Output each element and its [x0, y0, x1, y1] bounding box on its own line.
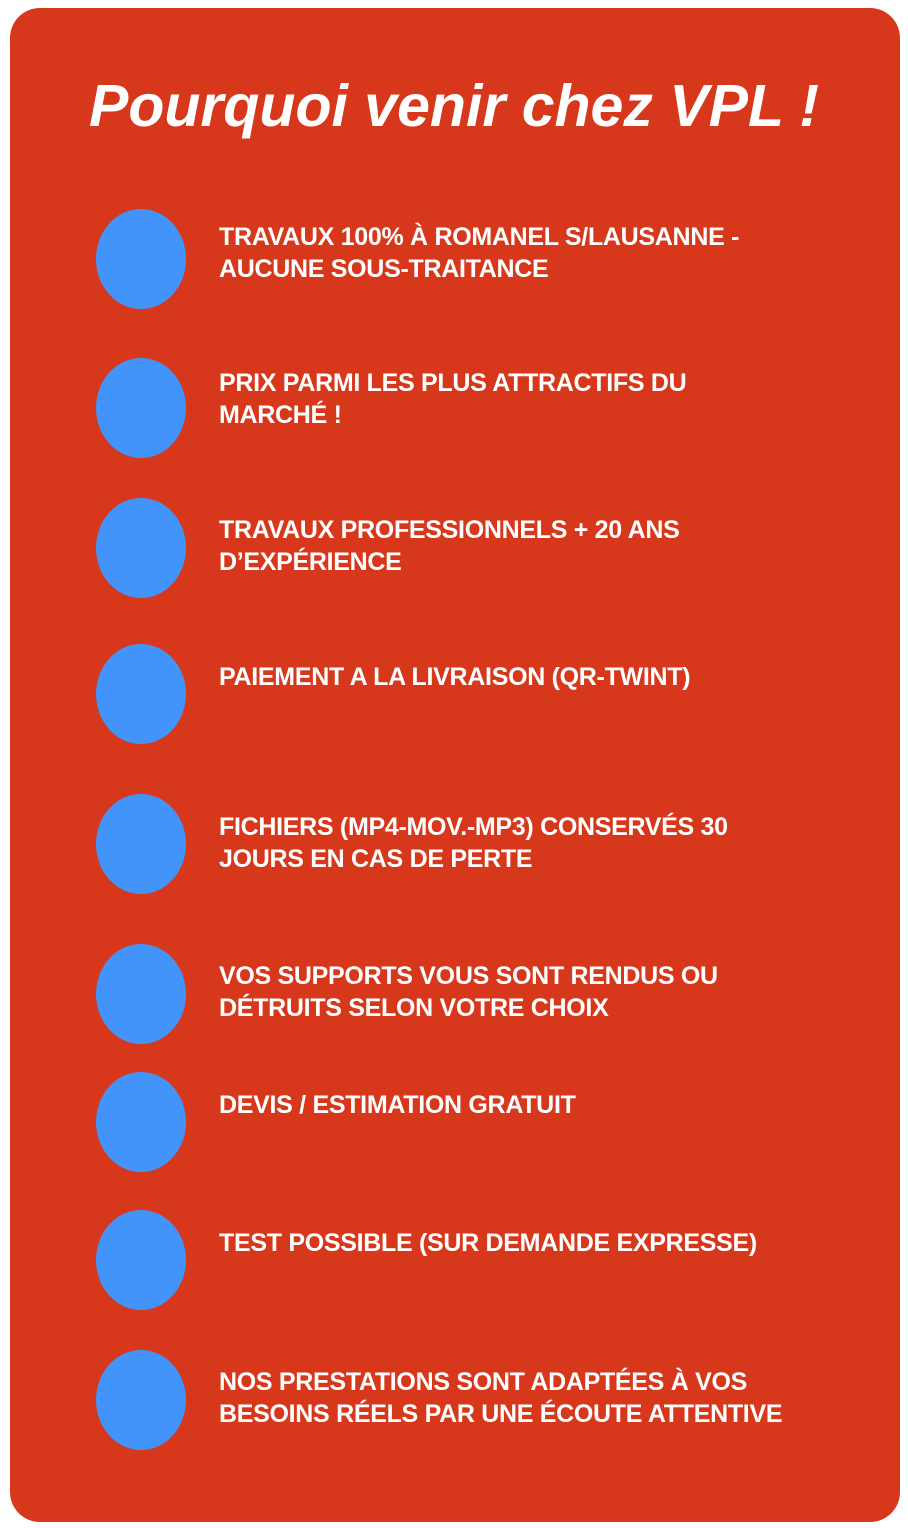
- bullet-circle-icon: [96, 498, 186, 598]
- bullet-circle-icon: [96, 1210, 186, 1310]
- list-item-label: TRAVAUX 100% À ROMANEL S/LAUSANNE - AUCUNE SOUS-TRAITANCE: [219, 223, 740, 283]
- list-item-label: VOS SUPPORTS VOUS SONT RENDUS OU DÉTRUITS SELON VOTRE CHOIX: [219, 962, 718, 1022]
- page-title: Pourquoi venir chez VPL !: [89, 73, 819, 139]
- bullet-circle-icon: [96, 358, 186, 458]
- bullet-circle-icon: [96, 1072, 186, 1172]
- bullet-circle-icon: [96, 944, 186, 1044]
- list-item-label: TRAVAUX PROFESSIONNELS + 20 ANS D’EXPÉRIENCE: [219, 516, 680, 576]
- list-item-label: FICHIERS (MP4-MOV.-MP3) CONSERVÉS 30 JOURS EN CAS DE PERTE: [219, 813, 728, 873]
- bullet-circle-icon: [96, 209, 186, 309]
- list-item-label: TEST POSSIBLE (SUR DEMANDE EXPRESSE): [219, 1229, 757, 1257]
- bullet-circle-icon: [96, 794, 186, 894]
- list-item-label: DEVIS / ESTIMATION GRATUIT: [219, 1091, 576, 1119]
- bullet-circle-icon: [96, 1350, 186, 1450]
- list-item-label: NOS PRESTATIONS SONT ADAPTÉES À VOS BESOINS RÉELS PAR UNE ÉCOUTE ATTENTIVE: [219, 1368, 783, 1428]
- list-item-label: PAIEMENT A LA LIVRAISON (QR-TWINT): [219, 663, 691, 691]
- bullet-circle-icon: [96, 644, 186, 744]
- list-item-label: PRIX PARMI LES PLUS ATTRACTIFS DU MARCHÉ !: [219, 369, 687, 429]
